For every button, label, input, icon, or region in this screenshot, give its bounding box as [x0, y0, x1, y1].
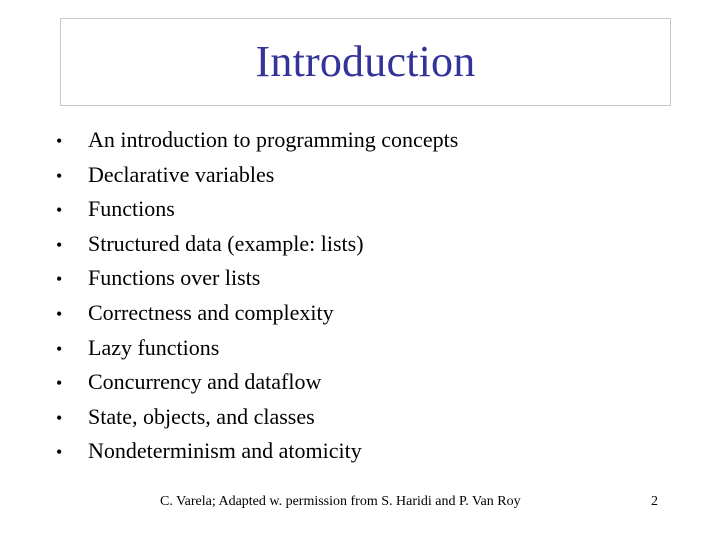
page-number: 2	[651, 494, 658, 509]
bullet-text: Structured data (example: lists)	[88, 230, 364, 256]
slide-title: Introduction	[255, 37, 476, 86]
bullet-icon: •	[56, 234, 63, 255]
bullet-icon: •	[56, 269, 63, 290]
title-box	[60, 18, 671, 106]
bullet-icon: •	[56, 165, 63, 186]
list-item	[56, 261, 676, 296]
list-item	[56, 400, 676, 435]
bullet-text: Nondeterminism and atomicity	[88, 438, 362, 464]
bullet-icon: •	[56, 303, 63, 324]
list-item	[56, 365, 676, 400]
bullet-icon: •	[56, 131, 63, 151]
bullet-text: Concurrency and dataflow	[88, 369, 322, 395]
list-item	[56, 434, 676, 469]
bullet-icon: •	[56, 338, 63, 359]
bullet-text: Functions	[88, 196, 175, 222]
bullet-text: An introduction to programming concepts	[88, 127, 459, 152]
bullet-icon: •	[56, 373, 63, 394]
list-item	[56, 158, 676, 193]
list-item	[56, 192, 676, 227]
bullet-icon: •	[56, 442, 63, 463]
list-item	[56, 123, 676, 158]
list-item	[56, 227, 676, 262]
bullet-text: Functions over lists	[88, 265, 261, 291]
bullet-text: Declarative variables	[88, 161, 275, 187]
bullet-icon: •	[56, 200, 63, 221]
footer-credit: C. Varela; Adapted w. permission from S. Haridi and P. Van Roy	[160, 494, 521, 509]
bullet-text: State, objects, and classes	[88, 403, 315, 429]
bullet-list	[56, 123, 676, 469]
list-item	[56, 296, 676, 331]
list-item	[56, 331, 676, 366]
bullet-text: Lazy functions	[88, 334, 220, 360]
bullet-text: Correctness and complexity	[88, 299, 334, 325]
bullet-icon: •	[56, 407, 63, 428]
